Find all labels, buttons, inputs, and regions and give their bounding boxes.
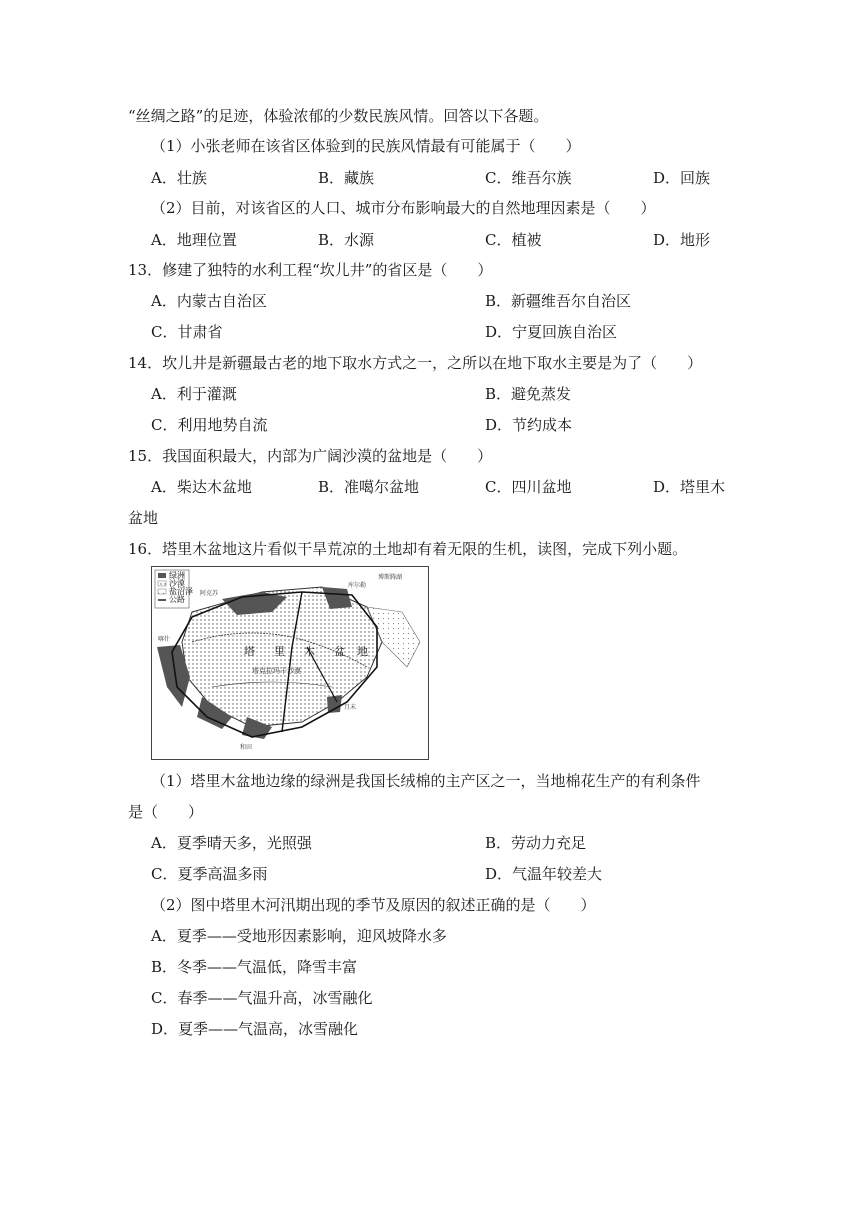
q16-sub1-option-c[interactable]: C．夏季高温多雨 [151, 865, 268, 883]
q14-option-c[interactable]: C．利用地势自流 [151, 416, 268, 434]
legend-label-desert: 沙漠 [169, 579, 185, 588]
q12-sub1-stem: （1）小张老师在该省区体验到的民族风情最有可能属于（ ） [151, 137, 581, 155]
q16-sub1-option-d[interactable]: D．气温年较差大 [485, 865, 603, 883]
q13-option-a[interactable]: A．内蒙古自治区 [151, 292, 267, 310]
map-label-aksu: 阿克苏 [200, 590, 219, 597]
map-svg [152, 567, 428, 759]
q16-sub2-option-a[interactable]: A．夏季——受地形因素影响，迎风坡降水多 [151, 927, 447, 945]
map-label-ta: 塔 [244, 645, 255, 658]
q16-sub2-option-c[interactable]: C．春季——气温升高，冰雪融化 [151, 989, 373, 1007]
q16-sub2-option-b[interactable]: B．冬季——气温低，降雪丰富 [151, 958, 358, 976]
q14-option-b[interactable]: B．避免蒸发 [485, 385, 572, 403]
map-label-qiemo: 且末 [344, 704, 357, 711]
map-label-bosten-lake: 博斯腾湖 [378, 574, 403, 581]
q16-sub2-stem: （2）图中塔里木河汛期出现的季节及原因的叙述正确的是（ ） [151, 896, 596, 914]
q15-option-a[interactable]: A．柴达木盆地 [151, 478, 252, 496]
q14-option-d[interactable]: D．节约成本 [485, 416, 573, 434]
q15-option-d-wrap: 盆地 [128, 509, 159, 527]
q15-option-c[interactable]: C．四川盆地 [485, 478, 572, 496]
map-label-di: 地 [357, 645, 368, 658]
q12-sub1-option-b[interactable]: B．藏族 [318, 169, 375, 187]
legend-label-marsh: 盐沼泽 [169, 587, 193, 596]
q16-sub1-option-a[interactable]: A．夏季晴天多，光照强 [151, 834, 312, 852]
q16-sub2-option-d[interactable]: D．夏季——气温高，冰雪融化 [151, 1020, 359, 1038]
q16-sub1-stem-line2: 是（ ） [128, 803, 204, 821]
q15-option-b[interactable]: B．准噶尔盆地 [318, 478, 420, 496]
q13-option-c[interactable]: C．甘肃省 [151, 323, 223, 341]
q13-stem: 13．修建了独特的水利工程“坎儿井”的省区是（ ） [128, 261, 493, 279]
q12-sub2-option-b[interactable]: B．水源 [318, 231, 375, 249]
legend-swatch-desert [158, 581, 166, 586]
q12-sub1-option-d[interactable]: D．回族 [653, 169, 711, 187]
map-label-hotan: 和田 [240, 744, 253, 751]
map-label-korla: 库尔勒 [348, 582, 367, 589]
map-label-mu: 木 [304, 645, 315, 658]
tarim-basin-map [151, 566, 429, 760]
q12-sub2-option-c[interactable]: C．植被 [485, 231, 542, 249]
q13-option-b[interactable]: B．新疆维吾尔自治区 [485, 292, 632, 310]
q16-stem: 16．塔里木盆地这片看似干旱荒凉的土地却有着无限的生机，读图，完成下列小题。 [128, 540, 688, 558]
q12-sub1-option-c[interactable]: C．维吾尔族 [485, 169, 572, 187]
map-label-kashgar: 喀什 [158, 636, 171, 643]
legend-swatch-marsh [158, 589, 166, 594]
intro-text: “丝绸之路”的足迹，体验浓郁的少数民族风情。回答以下各题。 [128, 107, 549, 125]
q12-sub2-option-a[interactable]: A．地理位置 [151, 231, 237, 249]
q16-sub1-option-b[interactable]: B．劳动力充足 [485, 834, 587, 852]
q15-stem: 15．我国面积最大，内部为广阔沙漠的盆地是（ ） [128, 447, 493, 465]
q13-option-d[interactable]: D．宁夏回族自治区 [485, 323, 618, 341]
legend-label-oasis: 绿洲 [169, 571, 185, 580]
q14-option-a[interactable]: A．利于灌溉 [151, 385, 237, 403]
map-label-taklamakan: 塔克拉玛干沙漠 [252, 667, 301, 675]
q12-sub2-option-d[interactable]: D．地形 [653, 231, 711, 249]
legend-label-road: 公路 [169, 595, 185, 604]
q15-option-d[interactable]: D．塔里木 [653, 478, 726, 496]
q14-stem: 14．坎儿井是新疆最古老的地下取水方式之一，之所以在地下取水主要是为了（ ） [128, 354, 703, 372]
legend-swatch-oasis [158, 573, 166, 578]
map-label-li: 里 [274, 645, 285, 658]
q16-sub1-stem-line1: （1）塔里木盆地边缘的绿洲是我国长绒棉的主产区之一，当地棉花生产的有利条件 [151, 772, 701, 790]
q12-sub2-stem: （2）目前，对该省区的人口、城市分布影响最大的自然地理因素是（ ） [151, 199, 656, 217]
map-label-pen: 盆 [334, 645, 345, 658]
q12-sub1-option-a[interactable]: A．壮族 [151, 169, 207, 187]
